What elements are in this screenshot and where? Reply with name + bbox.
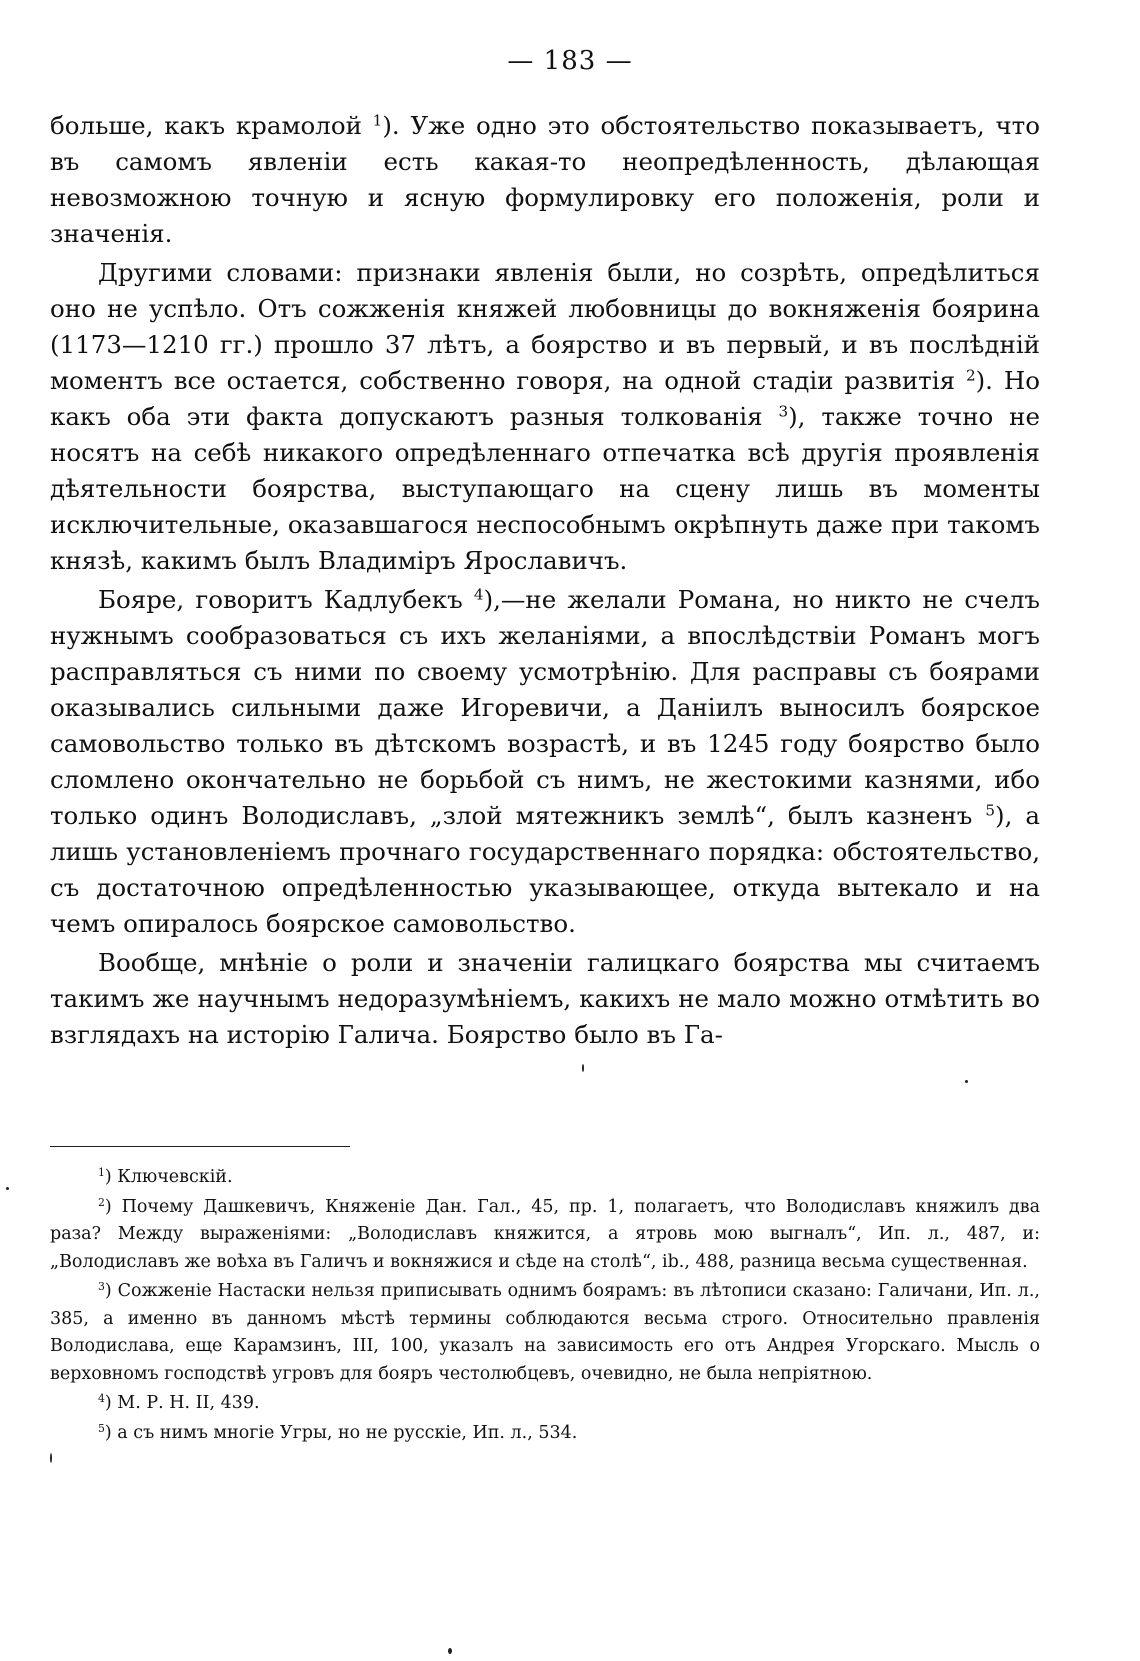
page-number: — 183 — xyxy=(507,46,633,76)
scan-speck xyxy=(6,1187,9,1190)
paragraph xyxy=(50,255,1040,579)
footnote xyxy=(50,1420,1040,1448)
footnote-marker: 1 xyxy=(372,111,383,130)
scan-speck xyxy=(965,1080,968,1083)
text-run: Другими словами: признаки явленія были, но созрѣть, опредѣлиться оно не успѣло. Отъ сожженія княжей любовницы до вокняженія боярина (1173—1210 гг.) прошло 37 лѣтъ, а боярство и въ первый, и въ послѣдній моментъ все остается, собственно говоря, на одной стадіи развитія xyxy=(50,258,1040,395)
scan-speck xyxy=(50,1453,52,1463)
paragraph xyxy=(50,108,1040,252)
footnote-marker: 5 xyxy=(985,801,996,820)
text-run: Вообще, мнѣніе о роли и значеніи галицкаго боярства мы считаемъ такимъ же научнымъ недоразумѣніемъ, какихъ не мало можно отмѣтить во взглядахъ на исторію Галича. Боярство было въ Га- xyxy=(50,948,1040,1049)
text-run: ) Ключевскій. xyxy=(104,1167,233,1187)
footnote xyxy=(50,1164,1040,1192)
text-run: ),—не желали Романа, но никто не счелъ нужнымъ сообразоваться съ ихъ желаніями, а впослѣдствіи Романъ могъ расправляться съ ними по своему усмотрѣнію. Для расправы съ боярами оказывались сильными даже Игоревичи, а Даніилъ выносилъ боярское самовольство только въ дѣтскомъ возрастѣ, и въ 1245 году боярство было сломлено окончательно не борьбой съ нимъ, не жестокими казнями, ибо только одинъ Володиславъ, „злой мятежникъ землѣ“, былъ казненъ xyxy=(50,585,1040,830)
footnote-marker: 5 xyxy=(98,1421,105,1435)
paragraph xyxy=(50,945,1040,1053)
text-run: ) Почему Дашкевичъ, Княженіе Дан. Гал., 45, пр. 1, полагаетъ, что Володиславъ княжилъ два раза? Между выраженіями: „Володиславъ княжится, а ятровь мою выгналъ“, Ип. л., 487, и: „Володиславъ же воѣха въ Галичъ и вокняжися и сѣде на столѣ“, ib., 488, разница весьма существенная. xyxy=(50,1196,1040,1272)
paragraph xyxy=(50,582,1040,942)
text-run: Бояре, говоритъ Кадлубекъ xyxy=(98,585,474,614)
scan-speck xyxy=(582,1064,584,1072)
text-run: ) Сожженіе Настаски нельзя приписывать однимъ боярамъ: въ лѣтописи сказано: Галичани, Ип. л., 385, а именно въ данномъ мѣстѣ термины соблюдаются весьма строго. Относительно правленія Володислава, еще Карамзинъ, III, 100, указалъ на зависимость его отъ Андрея Угорскаго. Мысль о верховномъ господствѣ угровъ для бояръ честолюбцевъ, очевидно, не была непріятною. xyxy=(50,1281,1040,1384)
footnote xyxy=(50,1278,1040,1388)
text-run: ), а лишь установленіемъ прочнаго государственнаго порядка: обстоятельство, съ достаточною опредѣленностью указывающее, откуда вытекало и на чемъ опиралось боярское самовольство. xyxy=(50,801,1040,938)
footnotes xyxy=(50,1164,1040,1449)
footnote xyxy=(50,1390,1040,1418)
footnote xyxy=(50,1194,1040,1277)
text-run: ) а съ нимъ многіе Угры, но не русскіе, Ип. л., 534. xyxy=(104,1422,578,1443)
footnote-marker: 1 xyxy=(98,1166,105,1180)
text-run: ), также точно не носятъ на себѣ никакого опредѣленнаго отпечатка всѣ другія проявленія дѣятельности боярства, выступающаго на сцену лишь въ моменты исключительные, оказавшагося неспособнымъ окрѣпнуть даже при такомъ князѣ, какимъ былъ Владиміръ Ярославичъ. xyxy=(50,402,1040,575)
footnote-marker: 4 xyxy=(98,1392,105,1406)
text-run: больше, какъ крамолой xyxy=(50,111,373,140)
footnote-marker: 4 xyxy=(473,585,484,604)
text-run: ). Но какъ оба эти факта допускаютъ разныя толкованія xyxy=(50,366,1041,431)
scan-speck xyxy=(448,1648,452,1654)
main-text xyxy=(50,108,1040,1056)
footnote-marker: 3 xyxy=(778,402,789,421)
text-run: ). Уже одно это обстоятельство показываетъ, что въ самомъ явленіи есть какая-то неопредѣленность, дѣлающая невозможною точную и ясную формулировку его положенія, роли и значенія. xyxy=(50,111,1040,248)
footnote-marker: 2 xyxy=(98,1195,105,1209)
footnote-marker: 3 xyxy=(98,1280,105,1294)
footnote-marker: 2 xyxy=(965,366,976,385)
text-run: ) М. Р. Н. II, 439. xyxy=(104,1393,260,1413)
footnote-divider xyxy=(50,1146,350,1147)
